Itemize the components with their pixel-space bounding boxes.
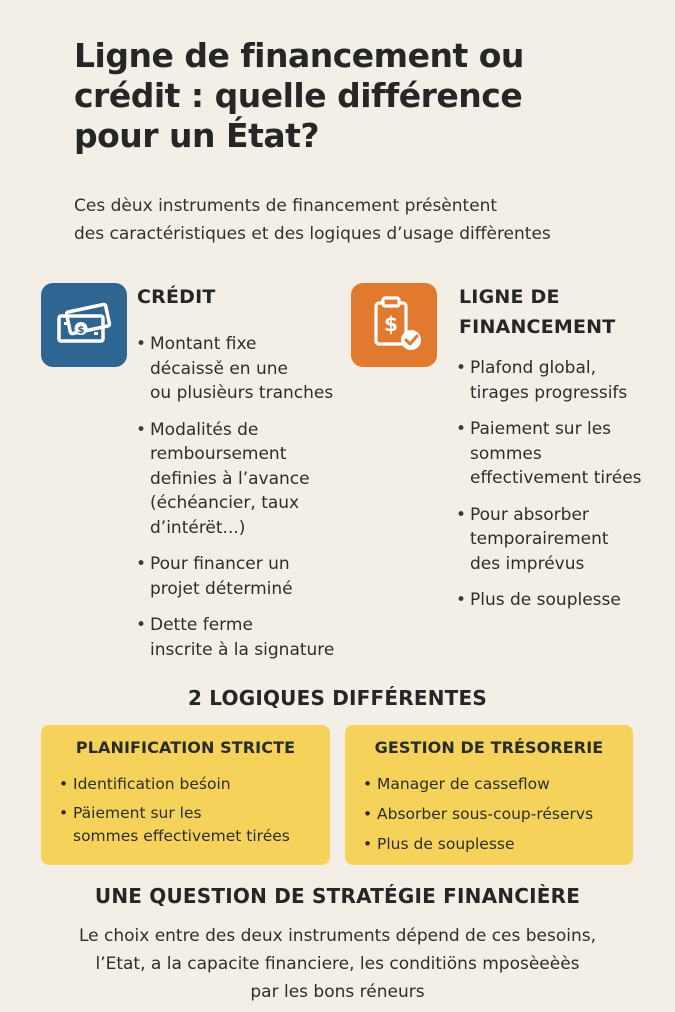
box-title: PLANIFICATION STRICTE bbox=[75, 738, 296, 757]
list-item bbox=[363, 773, 593, 796]
svg-text:$: $ bbox=[77, 325, 85, 336]
strategie-heading: UNE QUESTION DE STRATÉGIE FINANCIÈRE bbox=[94, 884, 581, 908]
logiques-heading: 2 LOGIQUES DIFFÉRENTES bbox=[188, 686, 487, 710]
clipboard-dollar-check-icon bbox=[351, 283, 437, 367]
page-title bbox=[74, 36, 634, 156]
list-item bbox=[136, 418, 334, 541]
tresorerie-box bbox=[345, 725, 633, 865]
conclusion-line: par les bons réneurs bbox=[250, 982, 425, 1002]
bullet-line: (échéancier, taux bbox=[150, 493, 300, 513]
conclusion-line: l’Etat, a la capacite financiere, les conditiöns mposèeèès bbox=[95, 954, 580, 974]
bullet-line: tirages progressifs bbox=[470, 382, 628, 403]
subtitle-line: Ces dèux instruments de financement présèntent bbox=[74, 196, 498, 216]
list-item bbox=[456, 503, 642, 577]
list-item bbox=[136, 552, 334, 601]
credit-bullet-list bbox=[136, 332, 334, 674]
money-bill-icon bbox=[41, 283, 127, 367]
list-item bbox=[59, 802, 290, 848]
box-title: GESTION DE TRÉSORERIE bbox=[374, 738, 604, 757]
credit-title-line: CRÉDIT bbox=[137, 286, 216, 308]
ligne-title-line: FINANCEMENT bbox=[459, 316, 616, 338]
bullet-line: inscrite à la signature bbox=[150, 639, 335, 660]
subtitle bbox=[74, 192, 654, 248]
planification-box bbox=[41, 725, 330, 865]
bullet-line: sommes effectivemet tirées bbox=[73, 827, 290, 845]
conclusion-line: Le choix entre des deux instruments dépend de ces besoins, bbox=[78, 926, 597, 946]
bullet-line: d’intérët...) bbox=[150, 517, 246, 538]
bullet-line: remboursement bbox=[150, 444, 287, 464]
title-line: crédit : quelle différence bbox=[74, 76, 523, 115]
svg-text:$: $ bbox=[384, 312, 398, 336]
list-item bbox=[456, 356, 642, 405]
box-bullet-list bbox=[59, 773, 290, 854]
bullet-line: temporairement bbox=[470, 529, 609, 549]
list-item bbox=[456, 588, 642, 613]
list-item bbox=[456, 417, 642, 491]
bullet-line: • Paiement sur les bbox=[470, 419, 612, 439]
bullet-line: • Pour absorber bbox=[470, 504, 589, 525]
bullet-line: effectivement tirées bbox=[470, 468, 642, 488]
bullet-line: sommes bbox=[470, 443, 542, 464]
list-item bbox=[59, 773, 290, 796]
bullet-line: • Dette ferme bbox=[150, 615, 253, 635]
bullet-line: • Plus de souplesse bbox=[377, 835, 515, 853]
bullet-line: projet déterminé bbox=[150, 578, 293, 599]
bullet-line: • Pour financer un bbox=[150, 554, 290, 574]
ligne-title-line: LIGNE DE bbox=[459, 286, 560, 308]
ligne-title bbox=[459, 282, 615, 342]
bullet-line: • Identification beśoin bbox=[73, 775, 231, 793]
list-item bbox=[136, 613, 334, 662]
box-bullet-list bbox=[363, 773, 593, 863]
bullet-line: des imprévus bbox=[470, 553, 585, 574]
bullet-line: • Päiement sur les bbox=[73, 804, 202, 822]
bullet-line: • Manager de casseflow bbox=[377, 775, 550, 793]
bullet-line: definies à l’avance bbox=[150, 468, 310, 489]
list-item bbox=[136, 332, 334, 406]
list-item bbox=[363, 833, 593, 856]
bullet-line: • Modalités de bbox=[150, 419, 259, 440]
ligne-bullet-list bbox=[456, 356, 642, 625]
bullet-line: décaissě en une bbox=[150, 358, 288, 379]
bullet-line: ou plusièurs tranches bbox=[150, 383, 334, 403]
bullet-line: • Plus de souplesse bbox=[470, 590, 621, 610]
title-line: pour un État? bbox=[74, 116, 320, 155]
list-item bbox=[363, 803, 593, 826]
conclusion-text bbox=[0, 922, 675, 1006]
credit-title bbox=[137, 282, 216, 312]
bullet-line: • Montant fixe bbox=[150, 334, 257, 354]
subtitle-line: des caractéristiques et des logiques d’usage diffèrentes bbox=[74, 224, 551, 244]
bullet-line: • Absorber sous-coup-réservs bbox=[377, 805, 594, 823]
title-line: Ligne de financement ou bbox=[74, 36, 524, 75]
bullet-line: • Plafond global, bbox=[470, 358, 596, 378]
